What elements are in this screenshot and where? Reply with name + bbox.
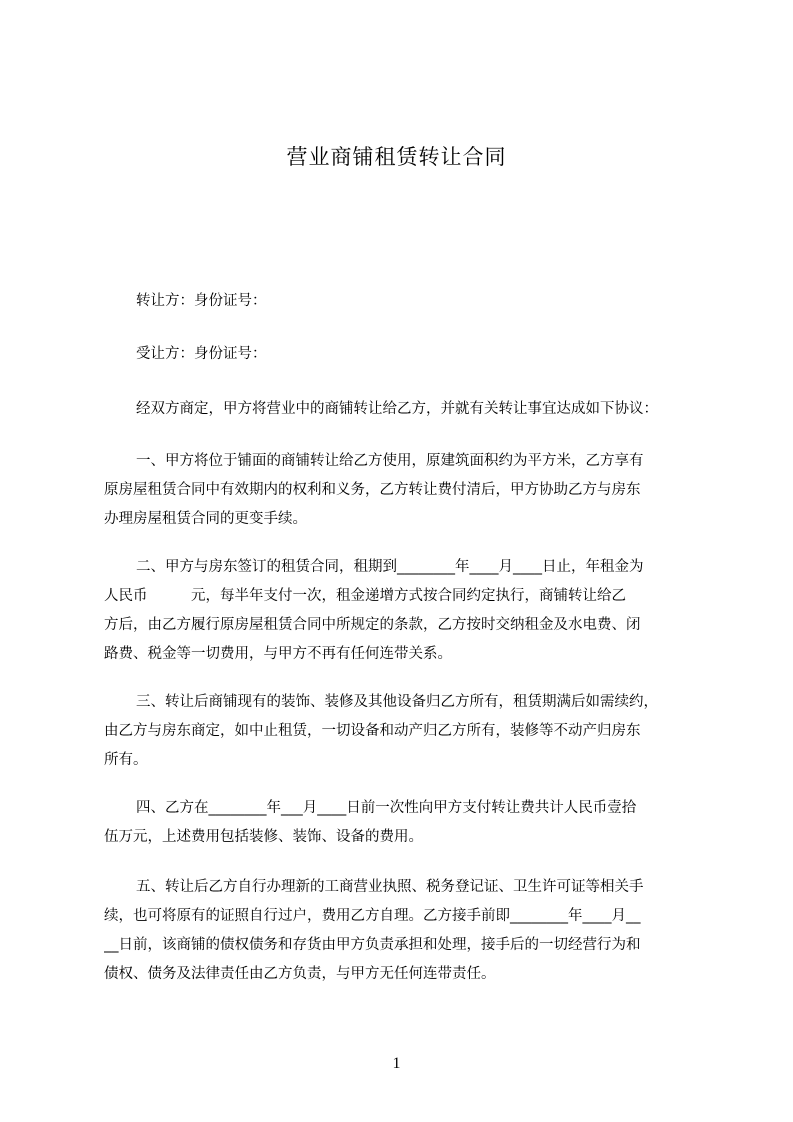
clause-line: 续，也可将原有的证照自行过户，费用乙方自理。乙方接手前即________年____月__ — [104, 908, 641, 924]
clause-line: 伍万元，上述费用包括装修、装饰、设备的费用。 — [104, 829, 423, 845]
intro-paragraph: 经双方商定，甲方将营业中的商铺转让给乙方，并就有关转让事宜达成如下协议： — [136, 401, 658, 417]
clause-2 — [104, 553, 700, 669]
clause-line: 五、转让后乙方自行办理新的工商营业执照、税务登记证、卫生许可证等相关手 — [136, 879, 644, 895]
clause-line: 三、转让后商铺现有的装饰、装修及其他设备归乙方所有，租赁期满后如需续约， — [136, 694, 658, 710]
clause-line: 债权、债务及法律责任由乙方负责，与甲方无任何连带责任。 — [104, 966, 496, 982]
clause-line: 路费、税金等一切费用，与甲方不再有任何连带关系。 — [104, 646, 452, 662]
transferee-line: 受让方：身份证号： — [136, 346, 267, 362]
clause-line: 办理房屋租赁合同的更变手续。 — [104, 511, 307, 527]
clause-line: 由乙方与房东商定，如中止租赁，一切设备和动产归乙方所有，装修等不动产归房东 — [104, 723, 641, 739]
clause-line: 原房屋租赁合同中有效期内的权利和义务，乙方转让费付清后，甲方协助乙方与房东 — [104, 482, 641, 498]
clause-line: 方后，由乙方履行原房屋租赁合同中所规定的条款，乙方按时交纳租金及水电费、闭 — [104, 617, 641, 633]
clause-line: __日前，该商铺的债权债务和存货由甲方负责承担和处理，接手后的一切经营行为和 — [104, 937, 641, 953]
document-title: 营业商铺租赁转让合同 — [286, 145, 507, 169]
clause-line: 所有。 — [104, 752, 148, 768]
page-number: 1 — [392, 1055, 401, 1072]
clause-3 — [104, 688, 700, 775]
clause-4 — [104, 794, 700, 852]
clause-5 — [104, 873, 700, 989]
clause-line: 二、甲方与房东签订的租赁合同，租期到________年____月____日止，年租金为 — [136, 559, 644, 575]
transferor-line: 转让方：身份证号： — [136, 293, 267, 309]
clause-line: 一、甲方将位于铺面的商铺转让给乙方使用，原建筑面积约为平方米，乙方享有 — [136, 453, 644, 469]
clause-1 — [104, 447, 700, 534]
clause-line: 四、乙方在________年___月____日前一次性向甲方支付转让费共计人民币壹拾 — [136, 800, 637, 816]
clause-line: 人民币 元，每半年支付一次，租金递增方式按合同约定执行，商铺转让给乙 — [104, 588, 626, 604]
